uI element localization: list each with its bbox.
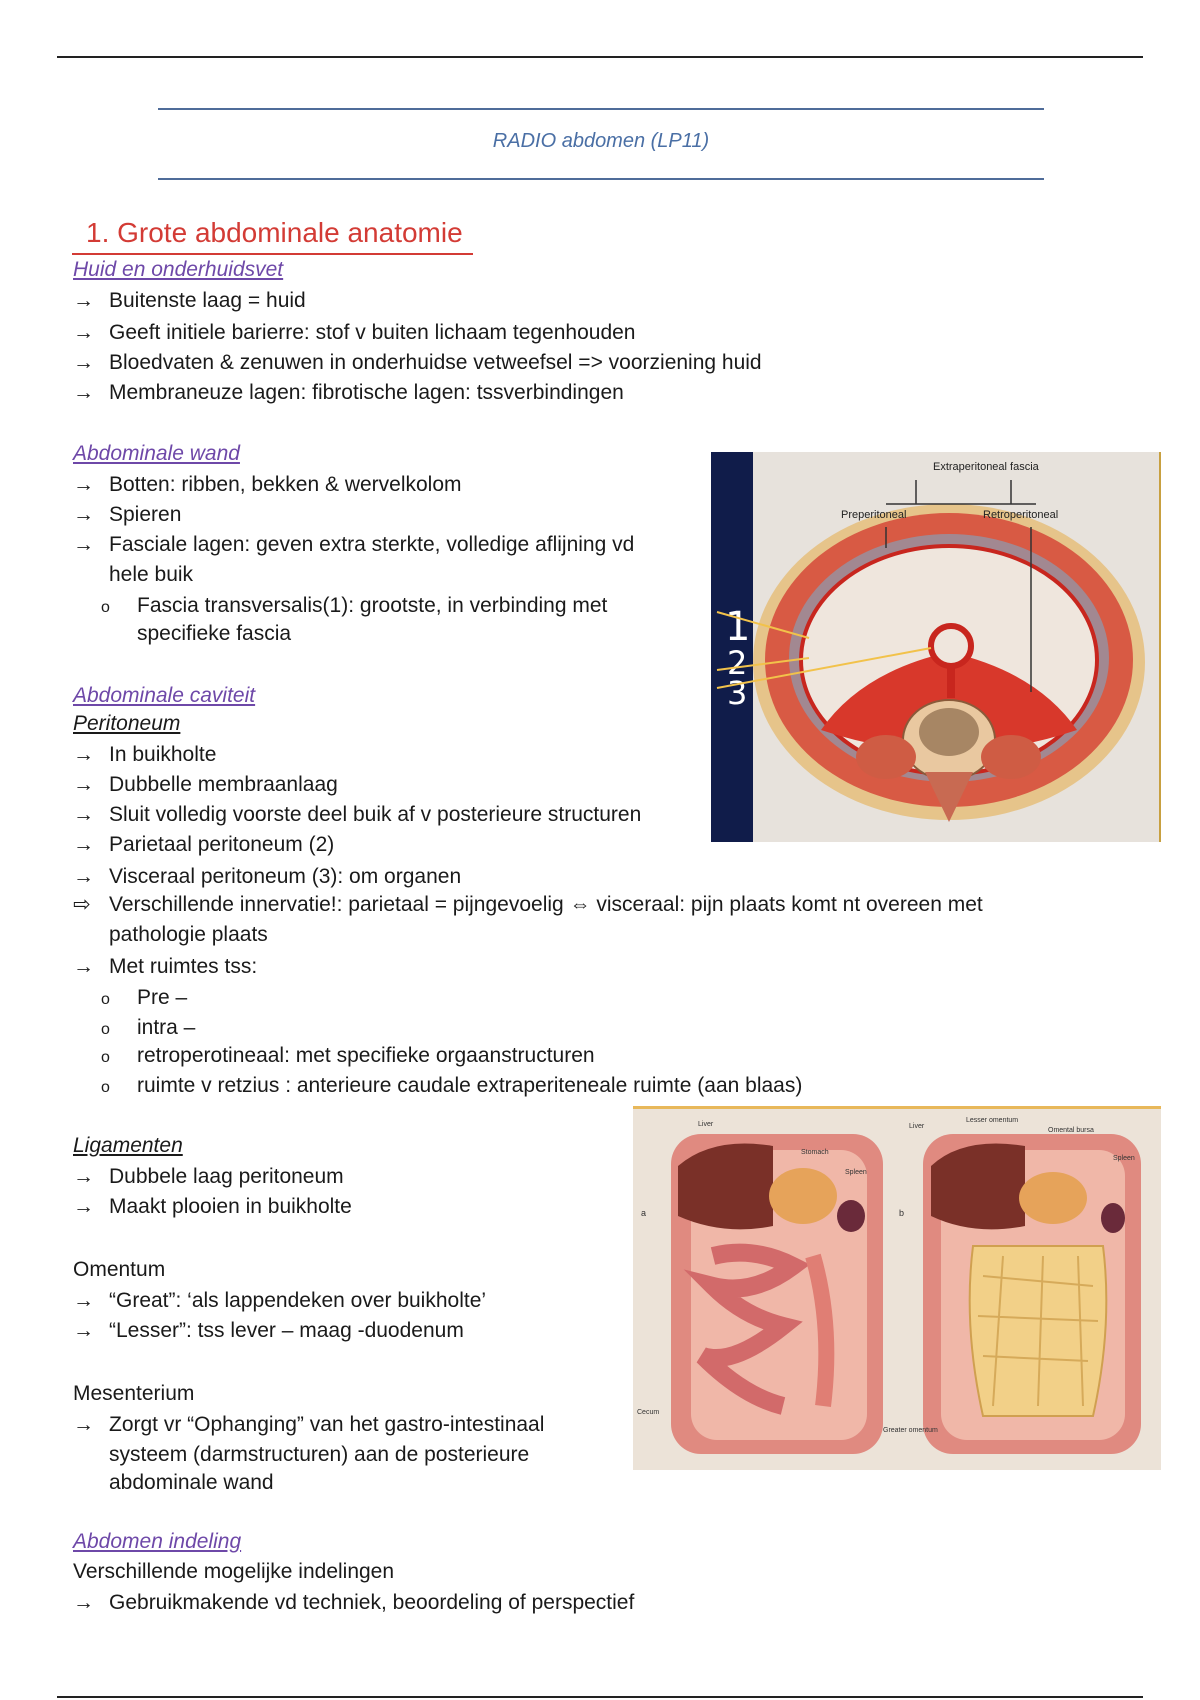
list-item-continuation: systeem (darmstructuren) aan de posterieure	[109, 1443, 530, 1466]
list-item: → Membraneuze lagen: fibrotische lagen: tssverbindingen	[73, 378, 624, 408]
list-item: → Bloedvaten & zenuwen in onderhuidse vetweefsel => voorziening huid	[73, 348, 762, 378]
panel-a-label: a	[641, 1208, 647, 1218]
back-muscle-left	[856, 735, 916, 779]
label-cecum: Cecum	[637, 1409, 660, 1416]
list-item: → “Great”: ‘als lappendeken over buikholte’	[73, 1286, 486, 1316]
label-retroperitoneal: Retroperitoneal	[983, 509, 1059, 521]
back-muscle-right	[981, 735, 1041, 779]
bullet-icon: o	[101, 991, 110, 1008]
list-item: → Fasciale lagen: geven extra sterkte, volledige aflijning vd	[73, 530, 634, 560]
heading-mesenterium: Mesenterium	[73, 1382, 195, 1405]
list-item: → Geeft initiele barierre: stof v buiten lichaam tegenhouden	[73, 318, 636, 348]
hollow-arrow-icon: ⇨	[73, 893, 91, 916]
arrow-icon: →	[73, 473, 94, 496]
label-lesser-omentum: Lesser omentum	[966, 1117, 1019, 1124]
list-item: → Met ruimtes tss:	[73, 952, 257, 982]
section-heading: 1. Grote abdominale anatomie	[72, 218, 473, 255]
top-rule	[57, 56, 1143, 58]
stomach-a	[769, 1168, 837, 1224]
list-item: → Botten: ribben, bekken & wervelkolom	[73, 470, 462, 500]
handwritten-2: 2	[727, 644, 748, 682]
sub-list-item: o ruimte v retzius : anterieure caudale extraperiteneale ruimte (aan blaas)	[101, 1072, 802, 1102]
list-item: → “Lesser”: tss lever – maag -duodenum	[73, 1316, 464, 1346]
arrow-icon: →	[73, 1289, 94, 1312]
list-item-continuation: abdominale wand	[109, 1471, 274, 1494]
arrow-icon: →	[73, 1165, 94, 1188]
arrow-icon: →	[73, 533, 94, 556]
bullet-icon: o	[101, 1021, 110, 1038]
figure-top-edge	[633, 1106, 1161, 1109]
list-item: → In buikholte	[73, 740, 216, 770]
arrow-icon: →	[73, 803, 94, 826]
sub-list-item: o Pre –	[101, 984, 187, 1014]
arrow-icon: →	[73, 865, 94, 888]
stomach-b	[1019, 1172, 1087, 1224]
subheading-peritoneum: Peritoneum	[73, 712, 181, 735]
list-item: → Maakt plooien in buikholte	[73, 1192, 352, 1222]
sub-list-item: o retroperotineaal: met specifieke orgaanstructuren	[101, 1042, 595, 1072]
aorta	[931, 626, 971, 666]
bullet-icon: o	[101, 1079, 110, 1096]
bullet-icon: o	[101, 1049, 110, 1066]
label-greater-omentum: Greater omentum	[883, 1427, 938, 1434]
arrow-icon: →	[73, 833, 94, 856]
list-item: → Parietaal peritoneum (2)	[73, 830, 334, 860]
arrow-icon: →	[73, 503, 94, 526]
arrow-icon: →	[73, 381, 94, 404]
heading-indeling: Abdomen indeling	[73, 1530, 242, 1553]
arrow-icon: →	[73, 351, 94, 374]
note-item: ⇨ Verschillende innervatie!: parietaal = pijngevoelig ⇔ visceraal: pijn plaats komt nt overeen met	[73, 890, 983, 920]
label-stomach-a: Stomach	[801, 1149, 829, 1156]
arrow-icon: →	[73, 1195, 94, 1218]
sub-list-item: o Fascia transversalis(1): grootste, in verbinding met	[101, 592, 607, 622]
vertebral-body	[919, 708, 979, 756]
label-extraperitoneal: Extraperitoneal fascia	[933, 461, 1039, 473]
heading-huid: Huid en onderhuidsvet	[73, 258, 284, 281]
list-item: → Dubbelle membraanlaag	[73, 770, 338, 800]
sub-list-item: o intra –	[101, 1014, 195, 1044]
title-rule-bottom	[158, 178, 1044, 180]
spleen-a	[837, 1200, 865, 1232]
note-item-continuation: pathologie plaats	[109, 923, 268, 946]
document-title: RADIO abdomen (LP11)	[492, 130, 710, 152]
label-liver-a: Liver	[698, 1121, 714, 1128]
list-item: → Spieren	[73, 500, 181, 530]
abdomen-cross-section-figure	[711, 452, 1161, 842]
list-item: → Buitenste laag = huid	[73, 286, 306, 316]
arrow-icon: →	[73, 1319, 94, 1342]
heading-wand: Abdominale wand	[73, 442, 240, 465]
label-liver-b: Liver	[909, 1123, 925, 1130]
heading-ligamenten: Ligamenten	[73, 1134, 183, 1157]
arrow-icon: →	[73, 321, 94, 344]
heading-omentum: Omentum	[73, 1258, 166, 1281]
arrow-icon: →	[73, 743, 94, 766]
sub-list-item-continuation: specifieke fascia	[137, 622, 292, 645]
omentum-figure	[633, 1106, 1161, 1470]
panel-b-label: b	[899, 1208, 905, 1218]
list-item: → Gebruikmakende vd techniek, beoordeling of perspectief	[73, 1588, 634, 1618]
arrow-icon: →	[73, 773, 94, 796]
handwritten-1: 1	[725, 604, 751, 650]
list-item: → Zorgt vr “Ophanging” van het gastro-intestinaal	[73, 1410, 544, 1440]
label-spleen-a: Spleen	[845, 1169, 867, 1176]
arrow-icon: →	[73, 955, 94, 978]
spleen-b	[1101, 1203, 1125, 1233]
list-item-continuation: hele buik	[109, 563, 194, 586]
bullet-icon: o	[101, 599, 110, 616]
figure-edge	[1159, 452, 1161, 842]
indeling-intro: Verschillende mogelijke indelingen	[73, 1560, 395, 1583]
list-item: → Visceraal peritoneum (3): om organen	[73, 862, 461, 892]
label-omental-bursa: Omental bursa	[1048, 1127, 1094, 1134]
arrow-icon: →	[73, 289, 94, 312]
arrow-icon: →	[73, 1591, 94, 1614]
list-item: → Dubbele laag peritoneum	[73, 1162, 344, 1192]
bottom-rule	[57, 1696, 1143, 1698]
list-item: → Sluit volledig voorste deel buik af v posterieure structuren	[73, 800, 641, 830]
arrow-icon: →	[73, 1413, 94, 1436]
label-preperitoneal: Preperitoneal	[841, 509, 907, 521]
title-rule-top	[158, 108, 1044, 110]
liver-a	[678, 1144, 773, 1230]
label-spleen-b: Spleen	[1113, 1155, 1135, 1162]
liver-b	[931, 1144, 1025, 1230]
heading-caviteit: Abdominale caviteit	[73, 684, 256, 707]
handwritten-3: 3	[727, 674, 748, 712]
